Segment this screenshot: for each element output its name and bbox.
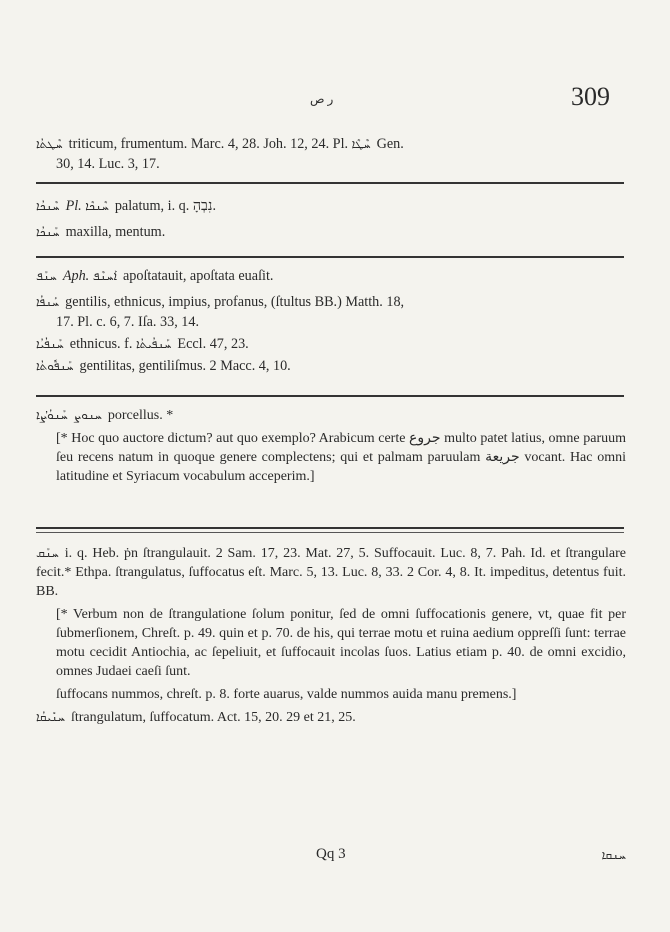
- entry-apostatauit: [36, 266, 626, 376]
- footnote-continued: ſuffocans nummos, chreſt. p. 8. forte auarus, valde nummos auida manu premens.]: [56, 687, 517, 702]
- syriac-headword: ܚܰܢܦܳܝܳܐ: [36, 337, 64, 351]
- entry-porcellus: [36, 406, 626, 486]
- syriac-headword: ܚܶܛܬܳܐ: [36, 137, 63, 151]
- section-rule: [36, 182, 624, 184]
- syriac-headword: ܚܢܰܩ: [36, 546, 59, 560]
- syriac-form: ܚܰܢܘܳܨܳܐ: [36, 408, 68, 422]
- footnote: [* Hoc quo auctore dictum? aut quo exemplo? Arabicum certe جروع multo patet latius, omne paruum ſeu recens natum in quoque genere complectens; qui et palmam paruulam جريعة vocant. Hac omni latitudine et Syriacum vocabulum acceperim.]: [56, 431, 626, 484]
- entry-text: ethnicus. f.: [69, 336, 133, 352]
- syriac-headword: ܚܰܢܦܽܘܬܳܐ: [36, 359, 74, 373]
- entry-text: gentilitas, gentiliſmus. 2 Macc. 4, 10.: [79, 358, 291, 374]
- syriac-headword: ܚܢܘܨ: [73, 408, 102, 422]
- section-rule-double: [36, 527, 624, 533]
- entry-text: Pl.: [65, 198, 82, 214]
- entry-triticum: [36, 134, 626, 174]
- entry-text: i. q. Heb. ṗn ſtrangulauit. 2 Sam. 17, 23. Mat. 27, 5. Suffocauit. Luc. 8, 7. Pah. Id. et ſtrangulare fecit.* Ethpa. ſtrangulatus, ſuffocatus eſt. Marc. 5, 13. Luc. 8, 33. 2 Cor. 4, 8. It. impeditus, detentus fuit. BB.: [36, 546, 626, 599]
- entry-text: Gen.: [376, 136, 404, 152]
- syriac-headword: ܚܢܺܝܩܳܐ: [36, 710, 65, 724]
- signature-mark: Qq 3: [316, 846, 346, 862]
- entry-text: ſtrangulatum, ſuffocatum. Act. 15, 20. 29 et 21, 25.: [70, 710, 356, 725]
- syriac-plural: ܚܶܢܟܶܐ: [85, 199, 109, 213]
- entry-text: triticum, frumentum. Marc. 4, 28. Joh. 12, 24. Pl.: [68, 136, 349, 152]
- entry-text: apoſtatauit, apoſtata euaſit.: [122, 268, 274, 284]
- syriac-feminine: ܚܰܢܦܳܝܬܳܐ: [135, 337, 172, 351]
- section-rule: [36, 256, 624, 258]
- entry-text: Eccl. 47, 23.: [177, 336, 249, 352]
- running-header-mark: ر ص: [310, 92, 334, 106]
- entry-text: maxilla, mentum.: [65, 224, 166, 240]
- entry-text: gentilis, ethnicus, impius, profanus, (ſtultus BB.) Matth. 18,: [65, 294, 405, 310]
- entry-text: porcellus. *: [107, 408, 174, 423]
- entry-strangulauit: [36, 544, 626, 727]
- entry-text: palatum, i. q. נִבְהָ.: [114, 198, 217, 214]
- syriac-headword: ܚܰܢܟܳܐ: [36, 225, 60, 239]
- entry-text: 17. Pl. c. 6, 7. Iſa. 33, 14.: [56, 314, 200, 330]
- entry-text: 30, 14. Luc. 3, 17.: [56, 156, 160, 172]
- footnote: [* Verbum non de ſtrangulatione ſolum ponitur, ſed de omni ſuffocationis genere, vt, quae fit per ſubmerſionem, Chreſt. p. 49. quin et p. 70. de his, qui terrae motu et ruina aedium oppreſſi ſunt: terrae motu cecidit Antiochia, ac ſepeliuit, et ſuffocauit incolas ſuos. Latius etiam p. 40. de omni excidio, omnes Judaei caeſi ſunt.: [56, 607, 626, 679]
- page-number: 309: [571, 82, 610, 111]
- syriac-headword: ܚܶܢܟܳܐ: [36, 199, 60, 213]
- syriac-headword: ܚܰܢܦܳܐ: [36, 295, 60, 309]
- syriac-plural: ܚܶܛܶܐ: [351, 137, 371, 151]
- entry-text: Aph.: [62, 268, 90, 284]
- catchword: ܚܢܩܐ: [601, 848, 626, 862]
- entry-palatum: [36, 196, 626, 242]
- syriac-form: ܐܰܚܢܶܦ: [92, 269, 117, 283]
- syriac-headword: ܚܢܰܦ: [36, 269, 57, 283]
- section-rule: [36, 395, 624, 397]
